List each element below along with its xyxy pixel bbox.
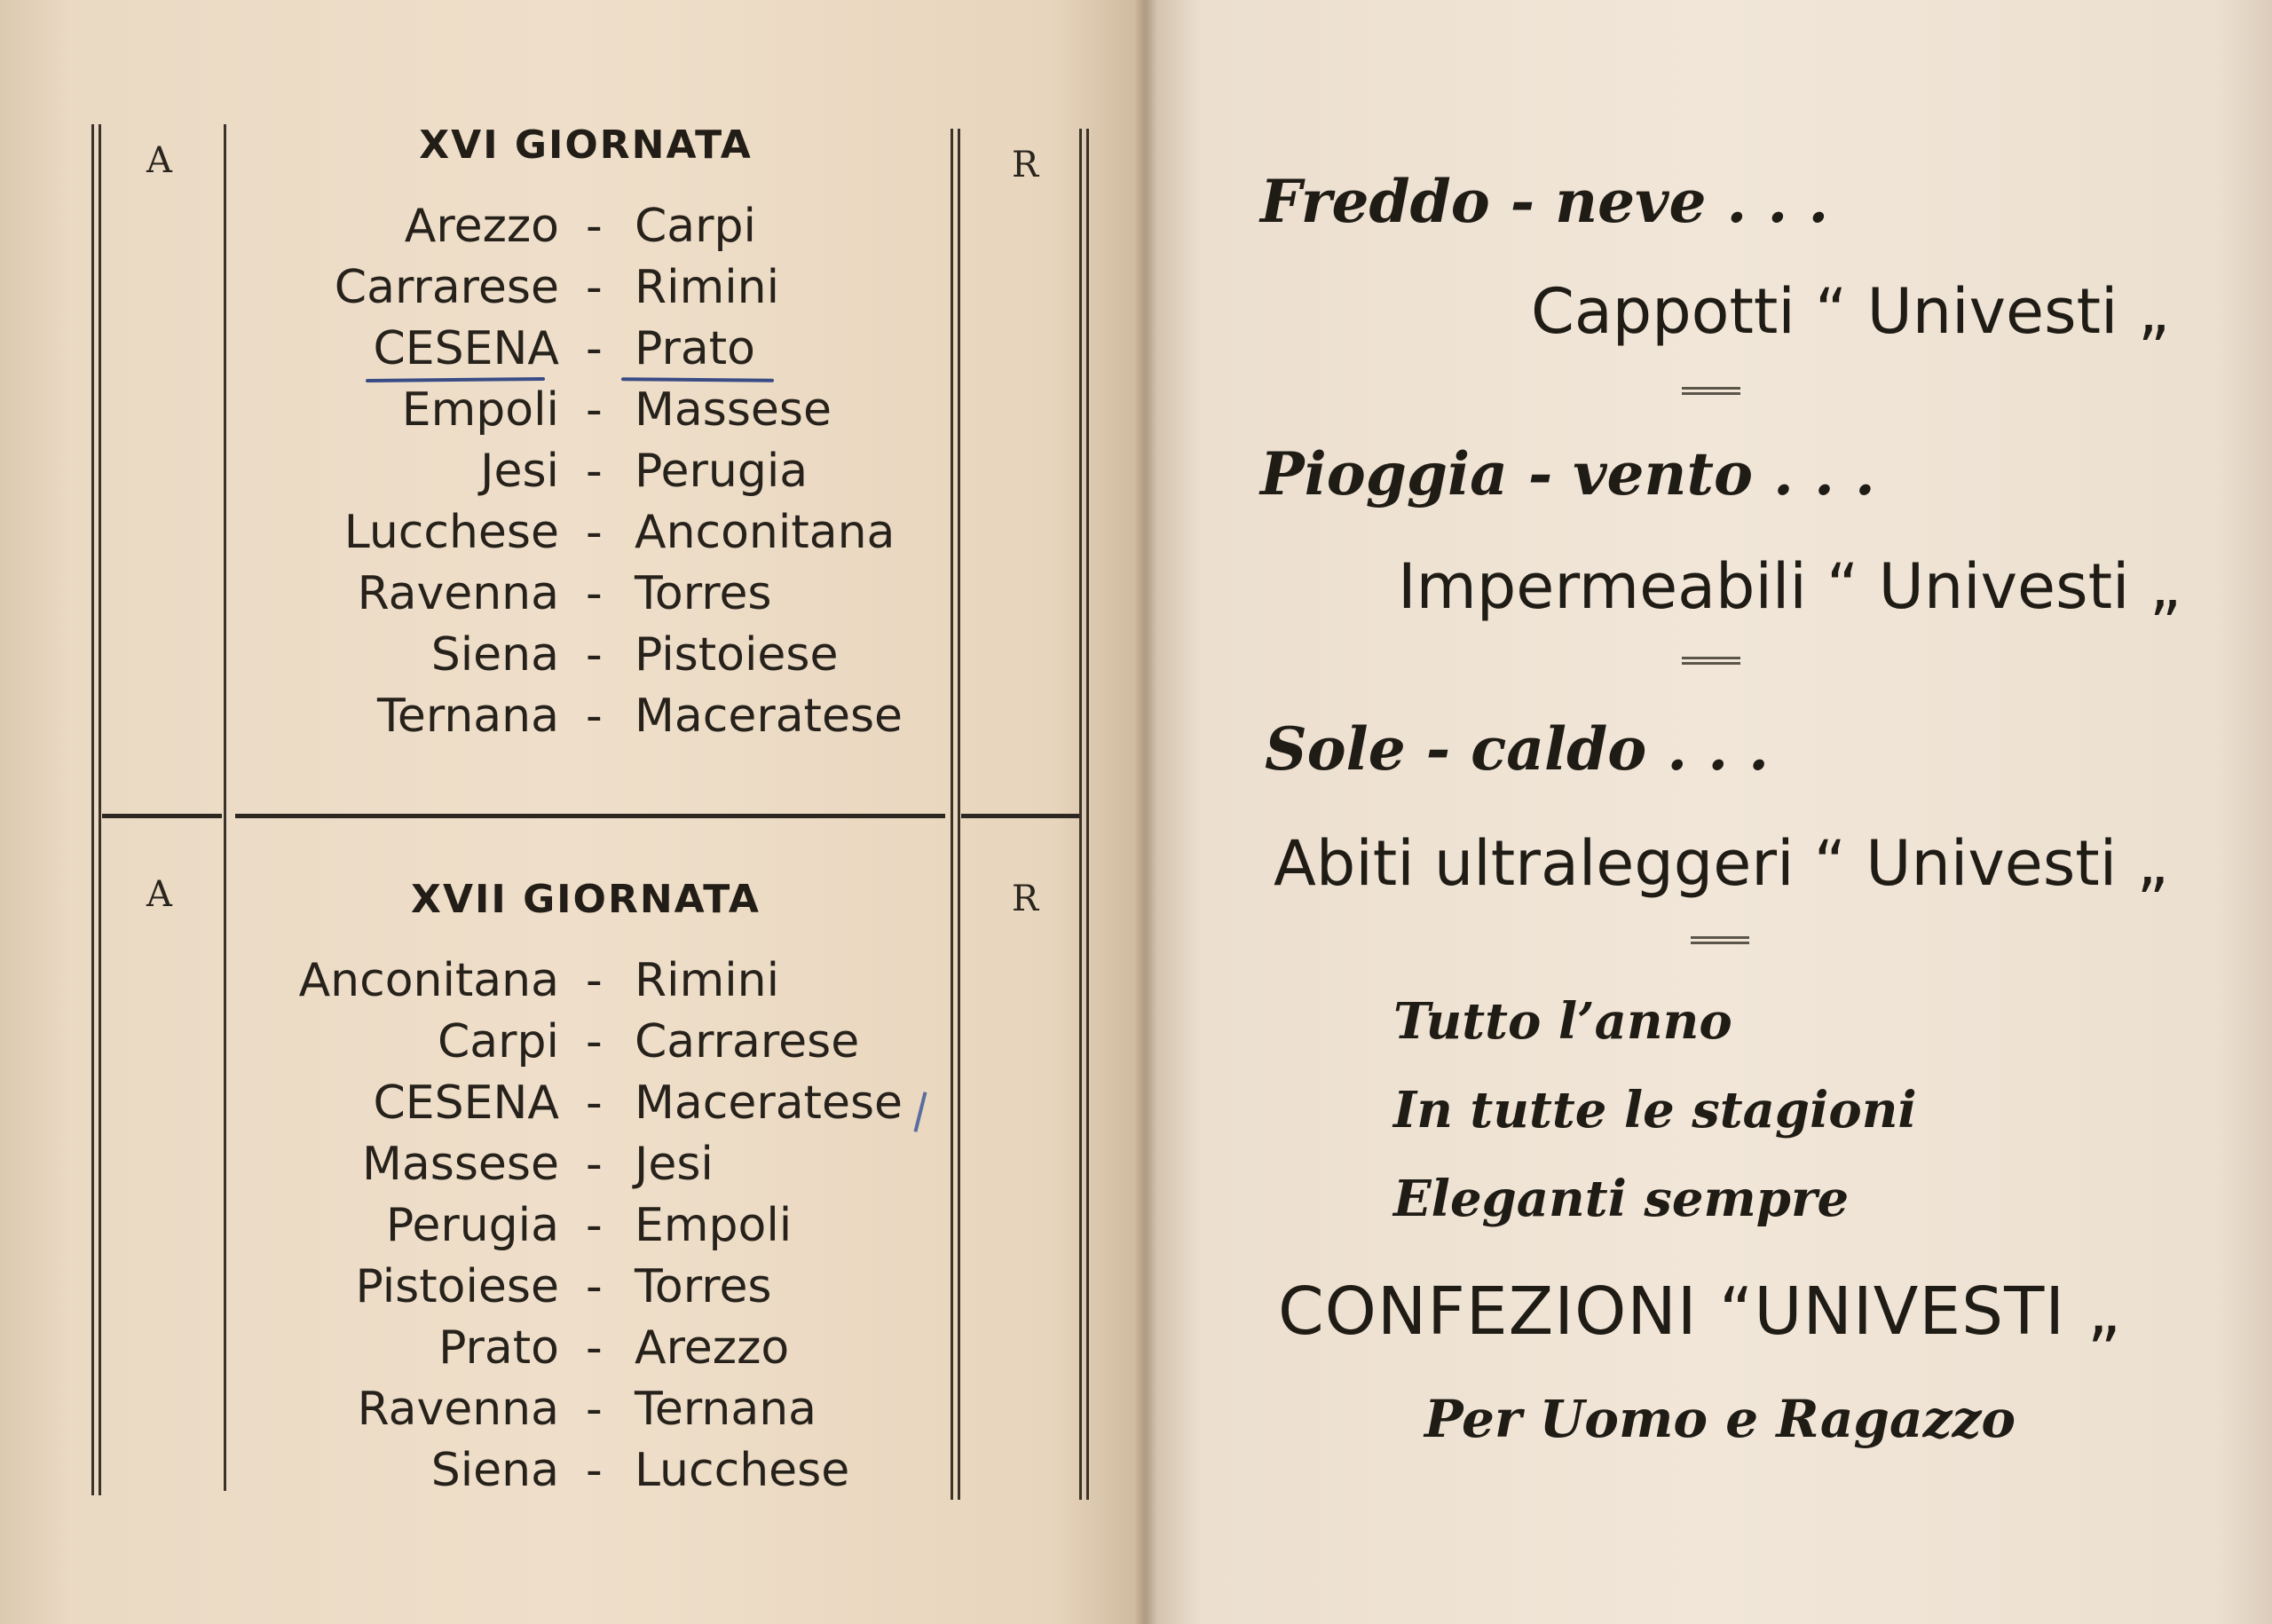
match-row xyxy=(0,567,1145,628)
away-team: Torres xyxy=(635,567,772,620)
column-r-label: R xyxy=(1012,145,1039,185)
ad-separator xyxy=(1682,387,1740,395)
away-team: Rimini xyxy=(635,954,780,1007)
away-team: Empoli xyxy=(635,1199,793,1252)
round-divider xyxy=(961,814,1079,818)
away-team: Ternana xyxy=(635,1383,817,1436)
right-page xyxy=(1145,0,2272,1624)
match-list xyxy=(0,200,1145,751)
separator: - xyxy=(586,1444,603,1497)
separator: - xyxy=(586,1260,603,1313)
match-row xyxy=(0,1321,1145,1383)
column-a-label: A xyxy=(146,140,172,181)
ad-brand-line: CONFEZIONI “UNIVESTI „ xyxy=(1278,1273,2122,1350)
match-row xyxy=(0,628,1145,690)
away-team: Carpi xyxy=(635,200,757,253)
separator: - xyxy=(586,1383,603,1436)
separator: - xyxy=(586,261,603,314)
round-title: XVII GIORNATA xyxy=(411,877,761,922)
round-divider xyxy=(102,814,222,818)
home-team: Anconitana xyxy=(298,954,559,1007)
separator: - xyxy=(586,954,603,1007)
ad-separator xyxy=(1691,936,1749,944)
ad-script-line: Freddo - neve . . . xyxy=(1260,167,1829,236)
separator: - xyxy=(586,383,603,437)
match-row xyxy=(0,690,1145,751)
home-team: Ravenna xyxy=(357,1383,559,1436)
home-team: CESENA xyxy=(373,322,559,375)
ad-audience-line: Per Uomo e Ragazzo xyxy=(1424,1389,2016,1449)
match-row xyxy=(0,1444,1145,1505)
round-divider xyxy=(235,814,945,818)
away-team: Anconitana xyxy=(635,506,895,559)
separator: - xyxy=(586,1015,603,1068)
separator: - xyxy=(586,690,603,743)
match-row xyxy=(0,1383,1145,1444)
ad-tagline: Eleganti sempre xyxy=(1393,1170,1850,1228)
away-team: Jesi xyxy=(635,1138,714,1191)
home-team: Jesi xyxy=(480,445,559,498)
ad-product-line: Cappotti “ Univesti „ xyxy=(1531,275,2170,348)
home-team: Arezzo xyxy=(404,200,559,253)
column-r-label: R xyxy=(1012,879,1039,919)
away-team: Pistoiese xyxy=(635,628,839,682)
ad-tagline: In tutte le stagioni xyxy=(1393,1081,1917,1139)
ad-product-line: Abiti ultraleggeri “ Univesti „ xyxy=(1274,827,2169,900)
match-row xyxy=(0,1138,1145,1199)
away-team: Maceratese xyxy=(635,690,903,743)
ad-separator xyxy=(1682,657,1740,665)
away-team: Lucchese xyxy=(635,1444,850,1497)
book-spine xyxy=(1134,0,1157,1624)
home-team: Carrarese xyxy=(334,261,559,314)
home-team: Prato xyxy=(438,1321,559,1375)
match-row xyxy=(0,1015,1145,1076)
home-team: Pistoiese xyxy=(355,1260,559,1313)
separator: - xyxy=(586,200,603,253)
home-team: Lucchese xyxy=(343,506,559,559)
ad-script-line: Sole - caldo . . . xyxy=(1265,714,1770,784)
match-row xyxy=(0,1076,1145,1138)
match-row xyxy=(0,1199,1145,1260)
ad-product-line: Impermeabili “ Univesti „ xyxy=(1398,550,2181,623)
match-row xyxy=(0,1260,1145,1321)
home-team: Empoli xyxy=(401,383,559,437)
match-row xyxy=(0,200,1145,261)
match-row xyxy=(0,506,1145,567)
separator: - xyxy=(586,1199,603,1252)
match-row xyxy=(0,445,1145,506)
home-team: Massese xyxy=(362,1138,559,1191)
home-team: CESENA xyxy=(373,1076,559,1130)
separator: - xyxy=(586,1138,603,1191)
away-team: Prato xyxy=(635,322,755,375)
away-team: Rimini xyxy=(635,261,780,314)
match-row xyxy=(0,954,1145,1015)
separator: - xyxy=(586,445,603,498)
away-team: Torres xyxy=(635,1260,772,1313)
away-team: Perugia xyxy=(635,445,809,498)
column-a-label: A xyxy=(146,874,172,915)
separator: - xyxy=(586,628,603,682)
home-team: Ravenna xyxy=(357,567,559,620)
separator: - xyxy=(586,1076,603,1130)
away-team: Massese xyxy=(635,383,832,437)
separator: - xyxy=(586,506,603,559)
home-team: Perugia xyxy=(385,1199,559,1252)
away-team: Carrarese xyxy=(635,1015,860,1068)
home-team: Siena xyxy=(430,628,559,682)
home-team: Carpi xyxy=(437,1015,559,1068)
separator: - xyxy=(586,322,603,375)
separator: - xyxy=(586,567,603,620)
away-team: Maceratese xyxy=(635,1076,903,1130)
match-row xyxy=(0,261,1145,322)
ad-script-line: Pioggia - vento . . . xyxy=(1260,439,1875,508)
home-team: Siena xyxy=(430,1444,559,1497)
match-list xyxy=(0,954,1145,1505)
match-row xyxy=(0,322,1145,383)
separator: - xyxy=(586,1321,603,1375)
ad-tagline: Tutto l’anno xyxy=(1393,992,1732,1051)
match-row xyxy=(0,383,1145,445)
home-team: Ternana xyxy=(376,690,559,743)
away-team: Arezzo xyxy=(635,1321,790,1375)
round-title: XVI GIORNATA xyxy=(419,122,753,168)
